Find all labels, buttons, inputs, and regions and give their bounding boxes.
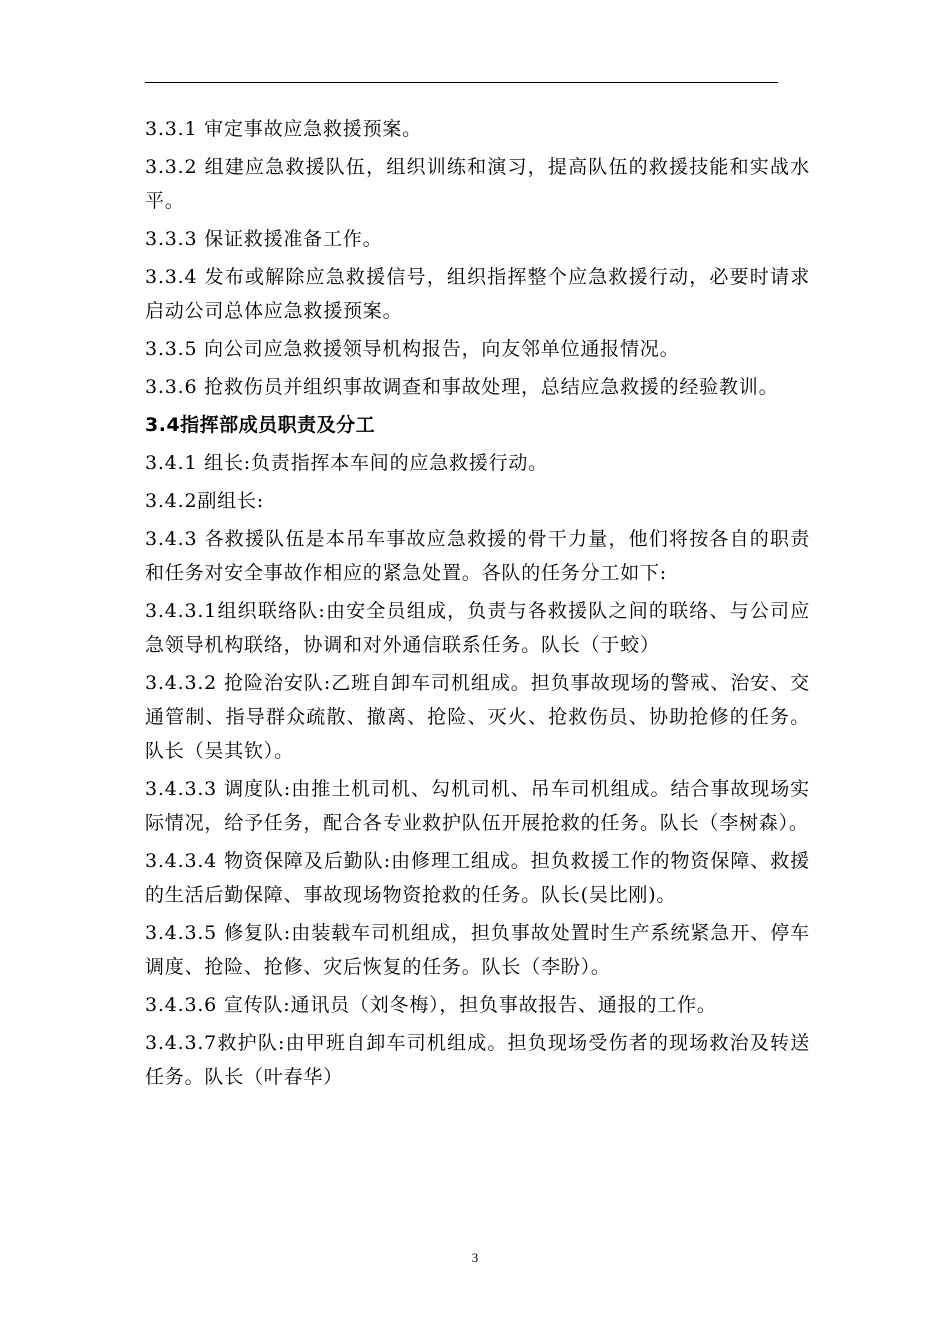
paragraph-3-4-3: 3.4.3 各救援队伍是本吊车事故应急救援的骨干力量，他们将按各自的职责和任务对安全事故作相应的紧急处置。各队的任务分工如下: <box>145 528 810 584</box>
paragraph-3-3-2: 3.3.2 组建应急救援队伍，组织训练和演习，提高队伍的救援技能和实战水平。 <box>145 156 810 212</box>
paragraph-3-4-3-2: 3.4.3.2 抢险治安队:乙班自卸车司机组成。担负事故现场的警戒、治安、交通管制、指导群众疏散、撤离、抢险、灭火、抢救伤员、协助抢修的任务。队长（吴其钦）。 <box>145 672 810 762</box>
header-rule <box>145 82 778 83</box>
document-body <box>145 112 810 1098</box>
paragraph-3-4-3-7: 3.4.3.7救护队:由甲班自卸车司机组成。担负现场受伤者的现场救治及转送任务。队长（叶春华） <box>145 1032 810 1088</box>
paragraph-3-4-3-3: 3.4.3.3 调度队:由推土机司机、勾机司机、吊车司机组成。结合事故现场实际情况，给予任务，配合各专业救护队伍开展抢救的任务。队长（李树森）。 <box>145 778 810 834</box>
paragraph-3-4-1: 3.4.1 组长:负责指挥本车间的应急救援行动。 <box>145 452 548 474</box>
page-number: 3 <box>471 1250 479 1265</box>
paragraph-3-4-3-5: 3.4.3.5 修复队:由装载车司机组成，担负事故处置时生产系统紧急开、停车调度、抢险、抢修、灾后恢复的任务。队长（李盼）。 <box>145 922 810 978</box>
paragraph-3-3-1: 3.3.1 审定事故应急救援预案。 <box>145 118 422 140</box>
paragraph-3-4-2: 3.4.2副组长: <box>145 490 264 512</box>
paragraph-3-3-3: 3.3.3 保证救援准备工作。 <box>145 228 383 250</box>
paragraph-3-4-3-1: 3.4.3.1组织联络队:由安全员组成，负责与各救援队之间的联络、与公司应急领导机构联络，协调和对外通信联系任务。队长（于蛟） <box>145 600 810 656</box>
paragraph-3-4-3-6: 3.4.3.6 宣传队:通讯员（刘冬梅），担负事故报告、通报的工作。 <box>145 994 717 1016</box>
paragraph-3-3-6: 3.3.6 抢救伤员并组织事故调查和事故处理，总结应急救援的经验教训。 <box>145 376 779 398</box>
paragraph-3-3-4: 3.3.4 发布或解除应急救援信号，组织指挥整个应急救援行动，必要时请求启动公司总体应急救援预案。 <box>145 266 810 322</box>
paragraph-3-4-3-4: 3.4.3.4 物资保障及后勤队:由修理工组成。担负救援工作的物资保障、救援的生活后勤保障、事故现场物资抢救的任务。队长(吴比刚)。 <box>145 850 810 906</box>
section-heading-3-4: 3.4指挥部成员职责及分工 <box>145 414 376 436</box>
paragraph-3-3-5: 3.3.5 向公司应急救援领导机构报告，向友邻单位通报情况。 <box>145 338 680 360</box>
